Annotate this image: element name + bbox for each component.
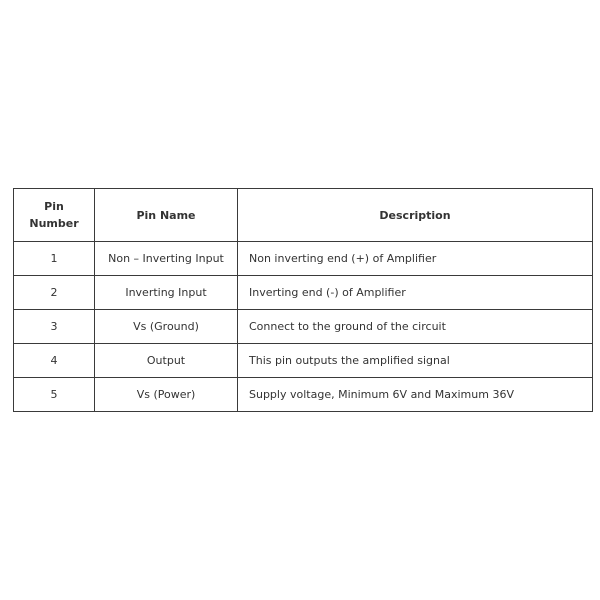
- table-row: [14, 276, 593, 310]
- pin-description-table: [13, 188, 593, 412]
- table-row: [14, 344, 593, 378]
- pin-description-cell: This pin outputs the amplified signal: [238, 344, 593, 378]
- pin-name-cell: Output: [95, 344, 238, 378]
- pin-description-cell: Non inverting end (+) of Amplifier: [238, 242, 593, 276]
- header-pin-number-line1: Pin: [44, 200, 64, 213]
- pin-number-cell: 1: [14, 242, 95, 276]
- pin-number-cell: 2: [14, 276, 95, 310]
- header-row: [14, 189, 593, 242]
- pin-description-cell: Supply voltage, Minimum 6V and Maximum 36V: [238, 378, 593, 412]
- table-row: [14, 378, 593, 412]
- header-pin-name: Pin Name: [95, 189, 238, 242]
- pin-name-cell: Non – Inverting Input: [95, 242, 238, 276]
- pin-number-cell: 5: [14, 378, 95, 412]
- pin-name-cell: Inverting Input: [95, 276, 238, 310]
- pin-number-cell: 3: [14, 310, 95, 344]
- pin-name-cell: Vs (Ground): [95, 310, 238, 344]
- pin-number-cell: 4: [14, 344, 95, 378]
- pin-description-cell: Inverting end (-) of Amplifier: [238, 276, 593, 310]
- header-pin-number-line2: Number: [29, 217, 79, 230]
- header-description: Description: [238, 189, 593, 242]
- table-row: [14, 310, 593, 344]
- table-header: [14, 189, 593, 242]
- table-row: [14, 242, 593, 276]
- pin-name-cell: Vs (Power): [95, 378, 238, 412]
- table-body: [14, 242, 593, 412]
- header-pin-number: [14, 189, 95, 242]
- pin-description-cell: Connect to the ground of the circuit: [238, 310, 593, 344]
